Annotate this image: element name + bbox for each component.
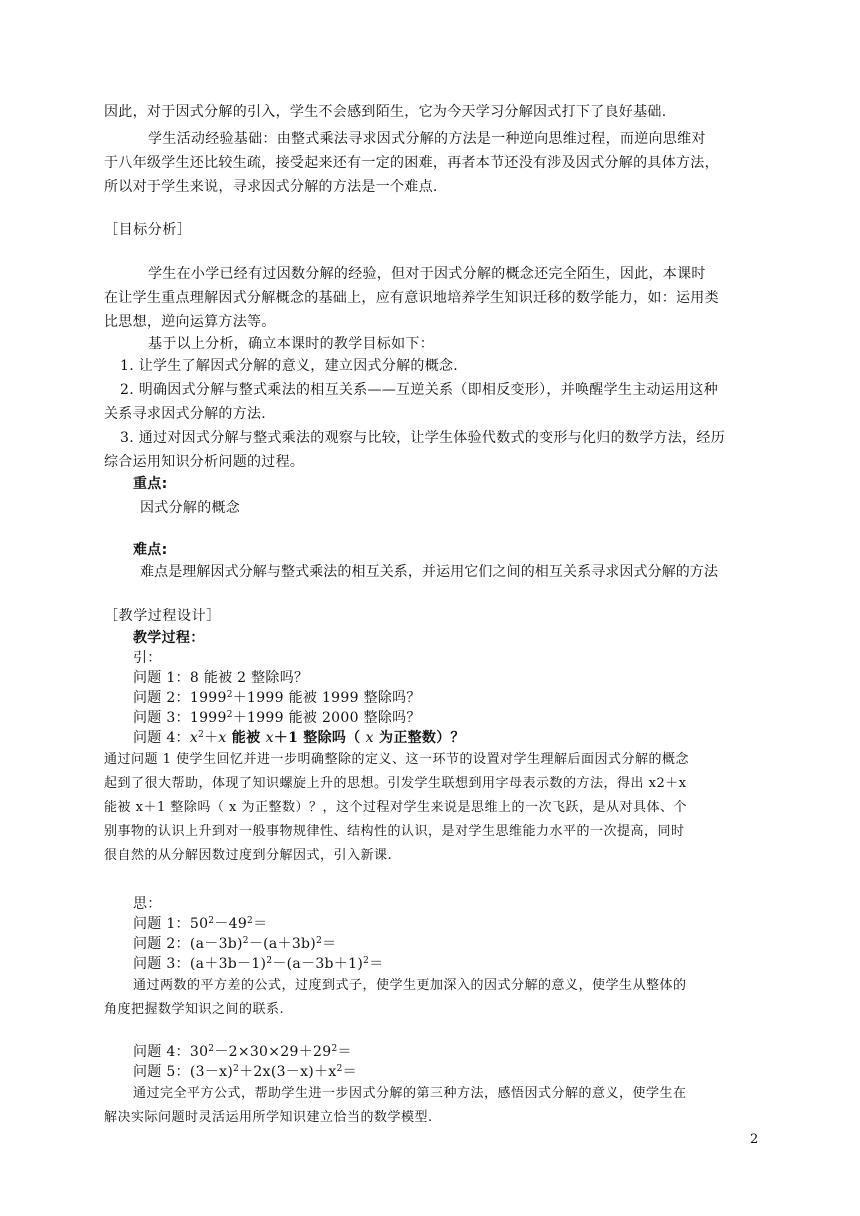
question-1: 问题 1：8 能被 2 整除吗？ [133, 670, 309, 686]
question-3: 问题 3：$1999^2+1999$ 能被 2000 整除吗？ [133, 710, 421, 726]
explanation-1-line-1: 通过问题 1 使学生回忆并进一步明确整除的定义、这一环节的设置对学生理解后面因式分解的概念 [104, 752, 690, 767]
intro-line-3: 于八年级学生还比较生疏，接受起来还有一定的困难，再者本节还没有涉及因式分解的具体方法， [104, 155, 719, 171]
intro-label: 引： [133, 650, 162, 666]
explanation-2-line-1: 通过两数的平方差的公式，过度到式子，使学生更加深入的因式分解的意义，使学生从整体的 [133, 978, 687, 993]
question-2: 问题 2：$1999^2+1999$ 能被 1999 整除吗？ [133, 690, 421, 706]
explanation-1-line-5: 很自然的从分解因数过度到分解因式，引入新课. [104, 848, 393, 863]
explanation-1-line-3: 能被 x＋1 整除吗（ x 为正整数）？，这个过程对学生来说是思维上的一次飞跃，是从对具体、个 [104, 800, 687, 815]
intro-line-2: 学生活动经验基础：由整式乘法寻求因式分解的方法是一种逆向思维过程，而逆向思维对 [148, 131, 706, 147]
goal-intro-sentence: 基于以上分析，确立本课时的教学目标如下： [148, 336, 434, 352]
goal-item-1: 1. 让学生了解因式分解的意义，建立因式分解的概念. [120, 358, 459, 374]
key-point-label: 重点: [133, 476, 168, 492]
key-point-text: 因式分解的概念 [140, 500, 241, 516]
think-question-5: 问题 5：$(3-x)^2+2x(3-x)+x^2=$ [133, 1064, 357, 1080]
explanation-2-line-2: 角度把握数学知识之间的联系. [104, 1002, 285, 1017]
explanation-1-line-4: 别事物的认识上升到对一般事物规律性、结构性的认识，是对学生思维能力水平的一次提高，同时 [104, 824, 685, 839]
difficulty-label: 难点: [133, 542, 168, 558]
explanation-3-line-2: 解决实际问题时灵活运用所学知识建立恰当的数学模型. [104, 1110, 433, 1125]
goal-item-2-line-1: 2. 明确因式分解与整式乘法的相互关系——互逆关系（即相反变形），并唤醒学生主动运用这种 [120, 382, 719, 398]
think-question-3: 问题 3：$(a+3b-1)^2-(a-3b+1)^2=$ [133, 956, 384, 972]
process-subheading: 教学过程： [133, 630, 205, 646]
process-heading: ［教学过程设计］ [104, 608, 221, 624]
goal-paragraph-line-3: 比思想，逆向运算方法等。 [104, 314, 276, 330]
think-question-4: 问题 4：$30^2-2\times 30\times 29+29^2=$ [133, 1044, 352, 1060]
goal-paragraph-line-1: 学生在小学已经有过因数分解的经验，但对于因式分解的概念还完全陌生，因此，本课时 [148, 266, 706, 282]
think-question-1: 问题 1：$50^2-49^2=$ [133, 916, 268, 932]
goal-analysis-heading: ［目标分析］ [104, 222, 192, 238]
think-label: 思： [133, 896, 162, 912]
think-question-2: 问题 2：$(a-3b)^2-(a+3b)^2=$ [133, 936, 337, 952]
page-number: 2 [750, 1132, 759, 1147]
explanation-3-line-1: 通过完全平方公式，帮助学生进一步因式分解的第三种方法，感悟因式分解的意义，使学生在 [133, 1086, 687, 1101]
explanation-1-line-2: 起到了很大帮助，体现了知识螺旋上升的思想。引发学生联想到用字母表示数的方法，得出 x2＋x [104, 776, 687, 791]
intro-line-1: 因此，对于因式分解的引入，学生不会感到陌生，它为今天学习分解因式打下了良好基础. [104, 104, 667, 120]
goal-paragraph-line-2: 在让学生重点理解因式分解概念的基础上，应有意识地培养学生知识迁移的数学能力，如：运用类 [104, 290, 719, 306]
intro-line-4: 所以对于学生来说，寻求因式分解的方法是一个难点. [104, 179, 438, 195]
goal-item-2-line-2: 关系寻求因式分解的方法. [104, 406, 267, 422]
question-4: 问题 4：$x^2+x$ 能被 x＋1 整除吗（ x 为正整数）？ [133, 730, 465, 746]
goal-item-3-line-1: 3. 通过对因式分解与整式乘法的观察与比较，让学生体验代数式的变形与化归的数学方法，经历 [120, 430, 726, 446]
difficulty-text: 难点是理解因式分解与整式乘法的相互关系，并运用它们之间的相互关系寻求因式分解的方法 [140, 564, 719, 580]
goal-item-3-line-2: 综合运用知识分析问题的过程。 [104, 454, 305, 470]
